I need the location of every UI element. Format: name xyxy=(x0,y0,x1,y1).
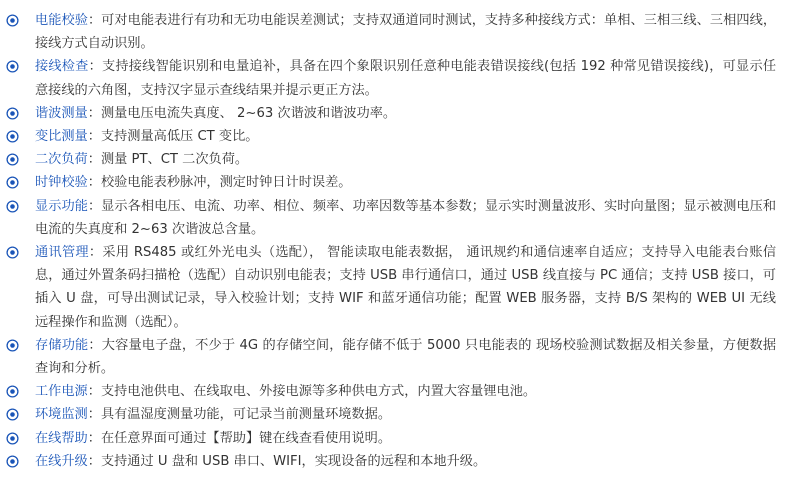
circled-dot-icon xyxy=(6,432,19,445)
item-colon: ： xyxy=(88,245,103,261)
item-description: 支持测量高低压 CT 变比。 xyxy=(100,129,259,145)
list-item xyxy=(6,380,776,403)
item-colon: ： xyxy=(87,384,101,400)
list-item xyxy=(6,125,776,148)
circled-dot-icon xyxy=(6,60,19,73)
item-description: 采用 RS485 或红外光电头（选配）， 智能读取电能表数据， 通讯规约和通信速率自适应；支持导入电能表台账信息，通过外置条码扫描枪（选配）自动识别电能表；支持 USB 串行通信口，通过 USB 线直接与 PC 通信；支持 USB 接口，可插入 U 盘，可导出测试记录，导入校验计划；支持 WIF 和蓝牙通信功能；配置 WEB 服务器，支持 B/S 架构的 WEB UI 无线远程操作和监测（选配）。 xyxy=(35,245,777,330)
item-colon: ： xyxy=(87,430,101,446)
item-colon: ： xyxy=(87,13,102,28)
circled-dot-icon xyxy=(6,14,19,27)
item-colon: ： xyxy=(87,198,102,214)
list-item xyxy=(6,427,776,450)
circled-dot-icon xyxy=(6,107,19,120)
item-description: 在任意界面可通过【帮助】键在线查看使用说明。 xyxy=(100,430,392,446)
item-label: 通讯管理 xyxy=(35,245,89,261)
item-text xyxy=(35,125,776,148)
item-label: 在线帮助 xyxy=(35,430,88,446)
item-description: 支持电池供电、在线取电、外接电源等多种供电方式，内置大容量锂电池。 xyxy=(100,384,537,400)
item-colon: ： xyxy=(88,337,102,353)
item-text xyxy=(35,427,776,450)
circled-dot-icon xyxy=(6,408,19,421)
item-label: 环境监测 xyxy=(35,407,88,423)
item-label: 时钟校验 xyxy=(35,175,88,191)
item-label: 在线升级 xyxy=(35,453,88,469)
list-item xyxy=(6,195,776,241)
list-item xyxy=(6,9,776,55)
list-item xyxy=(6,241,776,334)
item-label: 工作电源 xyxy=(35,384,88,400)
item-text xyxy=(35,380,776,403)
item-label: 二次负荷 xyxy=(35,152,88,168)
list-item xyxy=(6,55,776,101)
item-description: 具有温湿度测量功能，可记录当前测量环境数据。 xyxy=(100,407,392,423)
item-description: 大容量电子盘，不少于 4G 的存储空间，能存储不低于 5000 只电能表的 现场校验测试数据及相关参量，方便数据查询和分析。 xyxy=(35,337,777,377)
item-colon: ： xyxy=(88,59,102,75)
item-description: 测量 PT、CT 二次负荷。 xyxy=(100,152,249,168)
circled-dot-icon xyxy=(6,455,19,468)
circled-dot-icon xyxy=(6,200,19,213)
item-text xyxy=(35,9,776,55)
list-item xyxy=(6,334,776,380)
item-colon: ： xyxy=(87,453,101,469)
item-text xyxy=(35,55,776,101)
item-label: 接线检查 xyxy=(35,59,89,75)
item-description: 校验电能表秒脉冲，测定时钟日计时误差。 xyxy=(100,175,352,191)
list-item xyxy=(6,450,776,473)
item-text xyxy=(35,403,776,426)
circled-dot-icon xyxy=(6,385,19,398)
circled-dot-icon xyxy=(6,339,19,352)
circled-dot-icon xyxy=(6,176,19,189)
item-label: 变比测量 xyxy=(35,129,88,145)
item-description: 支持通过 U 盘和 USB 串口、WIFI，实现设备的远程和本地升级。 xyxy=(100,453,487,469)
circled-dot-icon xyxy=(6,130,19,143)
item-description: 可对电能表进行有功和无功电能误差测试；支持双通道同时测试，支持多种接线方式：单相、三相三线、三相四线，接线方式自动识别。 xyxy=(35,13,777,52)
list-item xyxy=(6,148,776,171)
item-colon: ： xyxy=(87,152,101,168)
item-description: 支持接线智能识别和电量追补，具备在四个象限识别任意种电能表错误接线(包括 192 种常见错误接线)，可显示任意接线的六角图，支持汉字显示查线结果并提示更正方法。 xyxy=(35,59,777,98)
item-colon: ： xyxy=(87,105,101,121)
item-text xyxy=(35,148,776,171)
item-description: 测量电压电流失真度、 2~63 次谐波和谐波功率。 xyxy=(100,105,397,121)
item-text xyxy=(35,241,776,334)
list-item xyxy=(6,403,776,426)
item-text xyxy=(35,195,776,241)
item-description: 显示各相电压、电流、功率、相位、频率、功率因数等基本参数；显示实时测量波形、实时向量图；显示被测电压和电流的失真度和 2~63 次谐波总含量。 xyxy=(35,198,777,237)
item-label: 谐波测量 xyxy=(35,105,88,121)
item-colon: ： xyxy=(87,175,101,191)
list-item xyxy=(6,102,776,125)
item-text xyxy=(35,171,776,194)
item-colon: ： xyxy=(87,407,101,423)
item-text xyxy=(35,334,776,380)
circled-dot-icon xyxy=(6,246,19,259)
list-item xyxy=(6,171,776,194)
item-label: 存储功能 xyxy=(35,337,89,353)
circled-dot-icon xyxy=(6,153,19,166)
item-label: 显示功能 xyxy=(35,198,88,214)
item-colon: ： xyxy=(87,129,101,145)
item-text xyxy=(35,102,776,125)
item-label: 电能校验 xyxy=(35,13,88,28)
item-text xyxy=(35,450,776,473)
